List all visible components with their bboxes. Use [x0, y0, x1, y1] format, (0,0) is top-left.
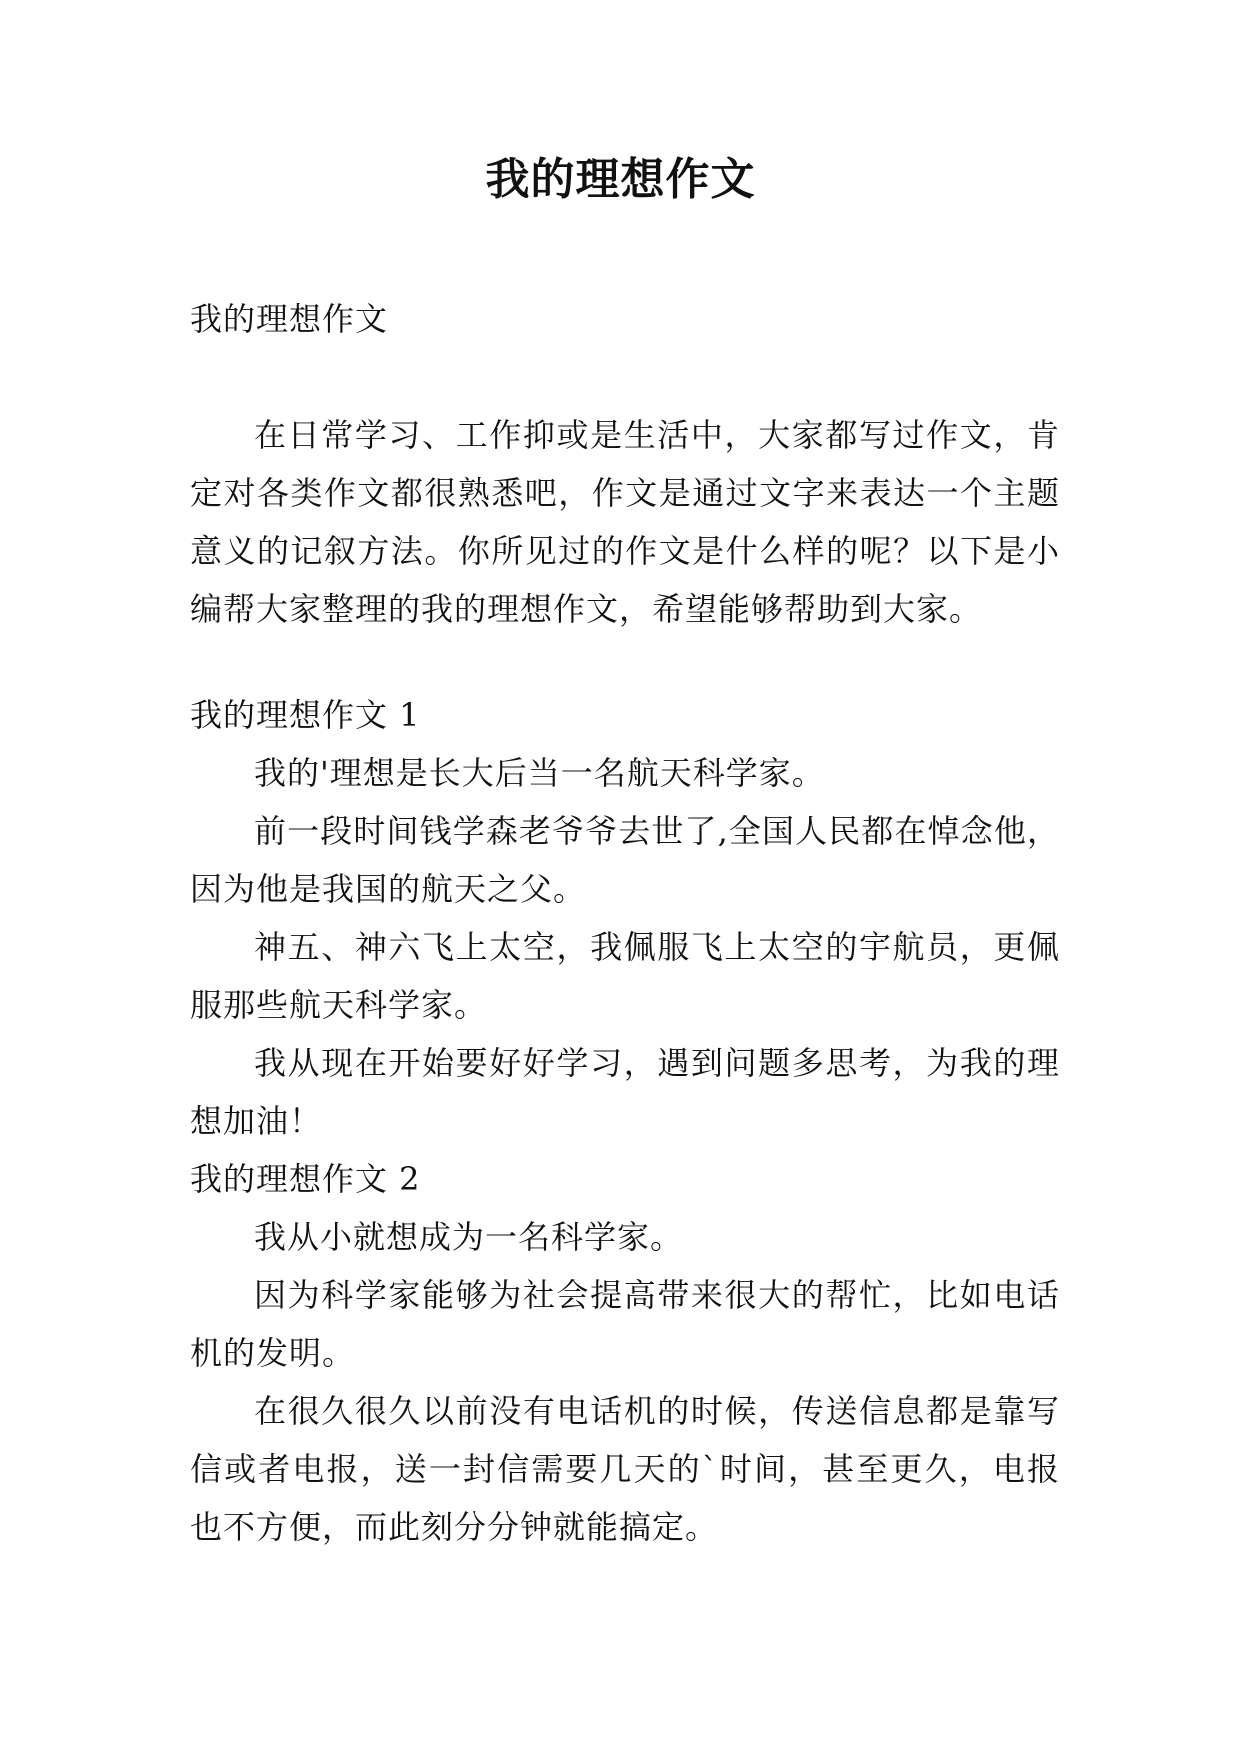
essay-heading-1: 我的理想作文 1 [190, 696, 421, 734]
essay-1-paragraph-3: 神五、神六飞上太空，我佩服飞上太空的宇航员，更佩服那些航天科学家。 [190, 928, 1060, 1024]
essay-1-paragraph-4: 我从现在开始要好好学习，遇到问题多思考，为我的理想加油！ [190, 1044, 1060, 1140]
essay-2-paragraph-3: 在很久很久以前没有电话机的时候，传送信息都是靠写信或者电报，送一封信需要几天的`时间，甚至更久，电报也不方便，而此刻分分钟就能搞定。 [190, 1392, 1060, 1546]
document-subtitle: 我的理想作文 [190, 300, 389, 338]
document-title: 我的理想作文 [485, 154, 756, 205]
essay-2-paragraph-1: 我从小就想成为一名科学家。 [254, 1218, 684, 1256]
essay-1-paragraph-1: 我的'理想是长大后当一名航天科学家。 [254, 754, 825, 792]
essay-1-paragraph-2: 前一段时间钱学森老爷爷去世了,全国人民都在悼念他，因为他是我国的航天之父。 [190, 812, 1060, 908]
essay-heading-2: 我的理想作文 2 [190, 1160, 421, 1198]
essay-2-paragraph-2: 因为科学家能够为社会提高带来很大的帮忙，比如电话机的发明。 [190, 1276, 1060, 1372]
intro-paragraph: 在日常学习、工作抑或是生活中，大家都写过作文，肯定对各类作文都很熟悉吧，作文是通过文字来表达一个主题意义的记叙方法。你所见过的作文是什么样的呢？以下是小编帮大家整理的我的理想作文，希望能够帮助到大家。 [190, 416, 1060, 628]
document-body [190, 290, 1060, 1556]
